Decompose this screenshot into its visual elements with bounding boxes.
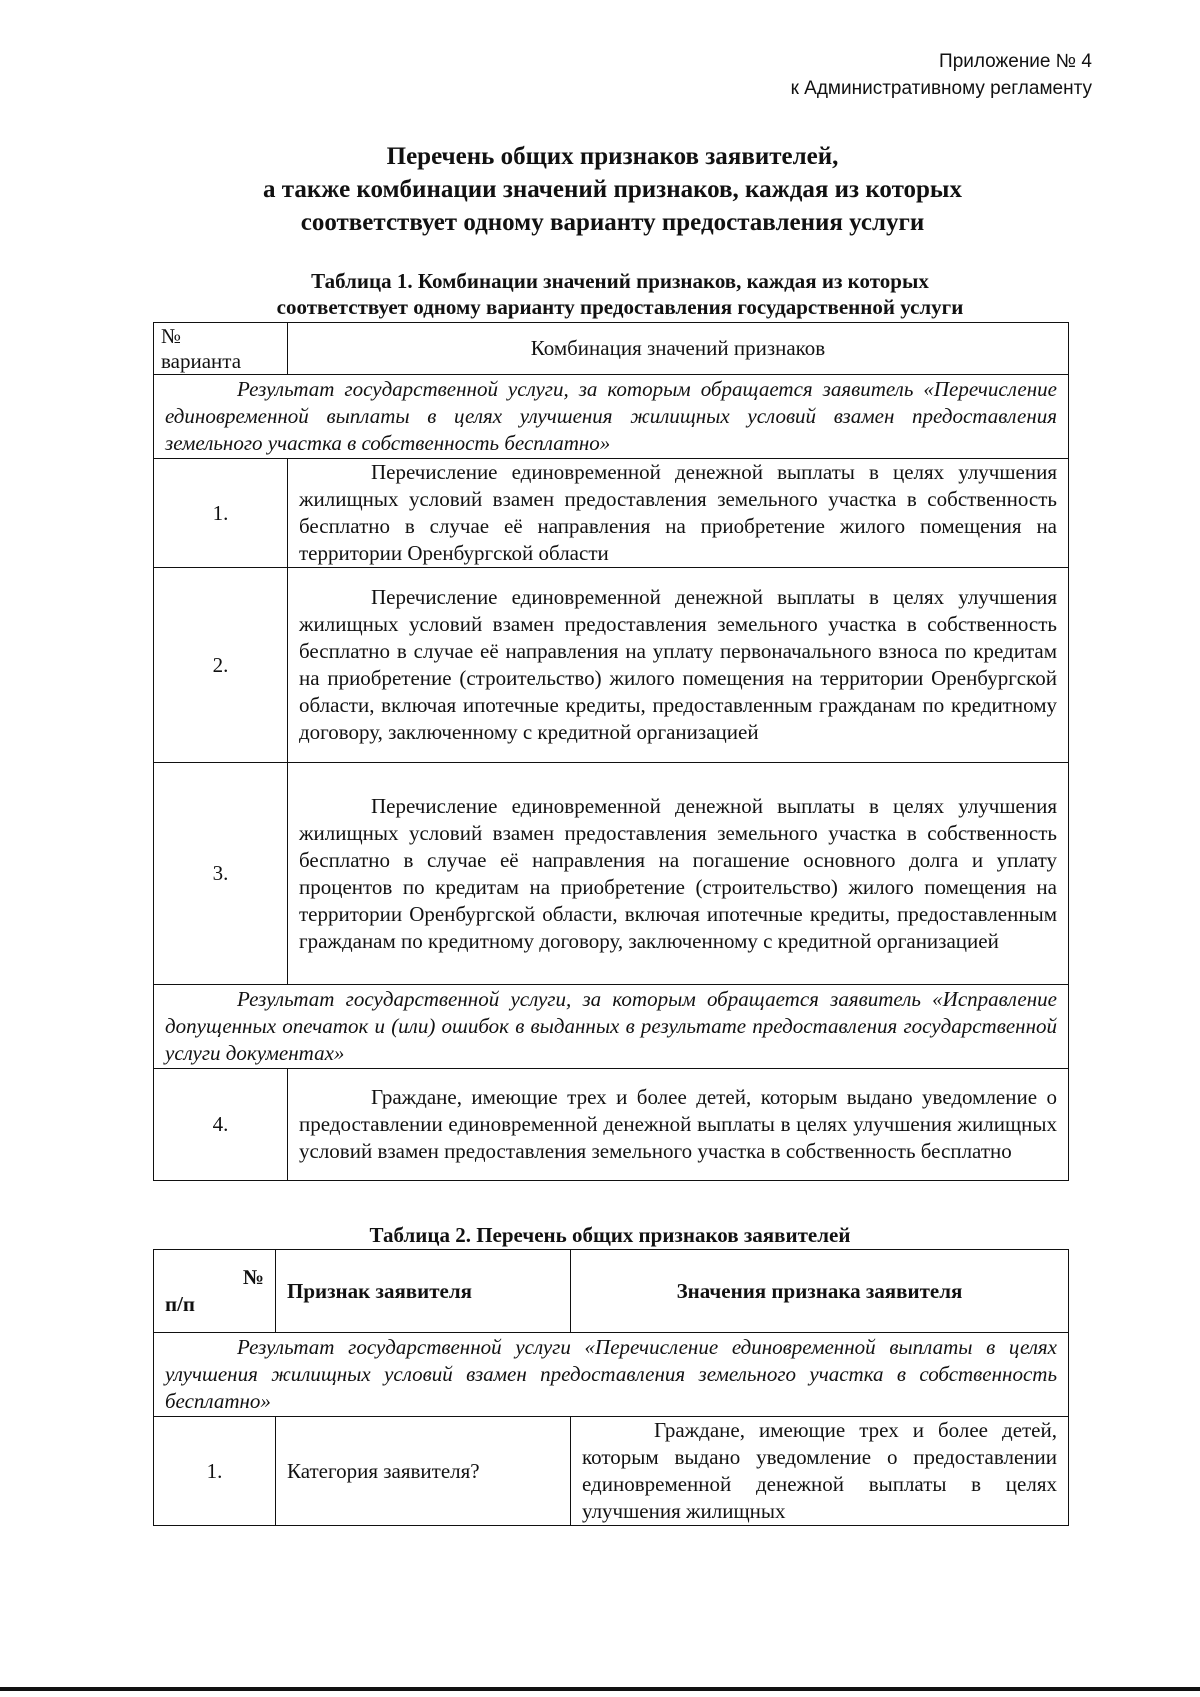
variant-number: 2. (154, 568, 288, 763)
section-row (154, 985, 1069, 1069)
section-result-correction: Результат государственной услуги, за которым обращается заявитель «Исправление допущенных опечаток и (или) ошибок в выданных в результате предоставления государственной услуги документах» (154, 985, 1069, 1069)
title-line: Перечень общих признаков заявителей, (386, 143, 839, 170)
variant-combination: Перечисление единовременной денежной выплаты в целях улучшения жилищных условий взамен предоставления земельного участка в собственность бесплатно в случае её направления на уплату первоначального взноса по кредитам на приобретение (строительство) жилого помещения на территории Оренбургской области, включая ипотечные кредиты, предоставленным гражданам по кредитному договору, заключенному с кредитной организацией (288, 568, 1069, 763)
document-title (150, 140, 1075, 239)
row-value-text: Граждане, имеющие трех и более детей, которым выдано уведомление о предоставлении единовременной денежной выплаты в целях улучшения жилищных (582, 1418, 1057, 1523)
header-num-sign: № (161, 323, 182, 348)
variant-number: 3. (154, 763, 288, 985)
header-cell-combination: Комбинация значений признаков (288, 323, 1069, 375)
header-num-sign: № (242, 1265, 264, 1289)
header-cell-variant-number (154, 323, 288, 375)
appendix-number: Приложение № 4 (939, 51, 1092, 72)
table-row (154, 568, 1069, 763)
table-header-row (154, 1250, 1069, 1333)
variant-combination: Граждане, имеющие трех и более детей, которым выдано уведомление о предоставлении единовременной денежной выплаты в целях улучшения жилищных условий взамен предоставления земельного участка в собственность бесплатно (288, 1069, 1069, 1181)
row-sign: Категория заявителя? (276, 1417, 571, 1526)
variant-number: 4. (154, 1069, 288, 1181)
header-cell-number (154, 1250, 276, 1333)
table-applicant-signs (153, 1249, 1069, 1526)
table-row (154, 459, 1069, 568)
appendix-header (791, 48, 1092, 102)
table-header-row (154, 323, 1069, 375)
table2-caption: Таблица 2. Перечень общих признаков заявителей (369, 1223, 851, 1247)
table-row (154, 763, 1069, 985)
table-row (154, 1069, 1069, 1181)
table1-caption (210, 268, 1030, 320)
variant-combination: Перечисление единовременной денежной выплаты в целях улучшения жилищных условий взамен предоставления земельного участка в собственность бесплатно в случае её направления на приобретение жилого помещения на территории Оренбургской области (288, 459, 1069, 568)
table-row (154, 1417, 1069, 1526)
header-cell-values: Значения признака заявителя (571, 1250, 1069, 1333)
variant-combination: Перечисление единовременной денежной выплаты в целях улучшения жилищных условий взамен предоставления земельного участка в собственность бесплатно в случае её направления на погашение основного долга и уплату процентов по кредитам на приобретение (строительство) жилого помещения на территории Оренбургской области, включая ипотечные кредиты, предоставленным гражданам по кредитному договору, заключенному с кредитной организацией (288, 763, 1069, 985)
page-bottom-border (0, 1687, 1200, 1691)
section-row (154, 1333, 1069, 1417)
table-variants (153, 322, 1069, 1181)
section-result-payment: Результат государственной услуги «Перечисление единовременной выплаты в целях улучшения жилищных условий взамен предоставления земельного участка в собственность бесплатно» (154, 1333, 1069, 1417)
caption-line: соответствует одному варианту предоставления государственной услуги (276, 295, 964, 319)
title-line: а также комбинации значений признаков, каждая из которых (263, 176, 962, 203)
section-row (154, 375, 1069, 459)
header-variant-word: варианта (161, 348, 242, 373)
row-number: 1. (154, 1417, 276, 1526)
caption-line: Таблица 1. Комбинации значений признаков, каждая из которых (311, 269, 929, 293)
appendix-reference: к Административному регламенту (790, 78, 1092, 99)
header-pp: п/п (165, 1292, 196, 1316)
header-cell-sign: Признак заявителя (276, 1250, 571, 1333)
row-value (571, 1417, 1069, 1526)
variant-number: 1. (154, 459, 288, 568)
section-result-payment: Результат государственной услуги, за которым обращается заявитель «Перечисление единовременной выплаты в целях улучшения жилищных условий взамен предоставления земельного участка в собственность бесплатно» (154, 375, 1069, 459)
title-line: соответствует одному варианту предоставления услуги (300, 209, 925, 236)
